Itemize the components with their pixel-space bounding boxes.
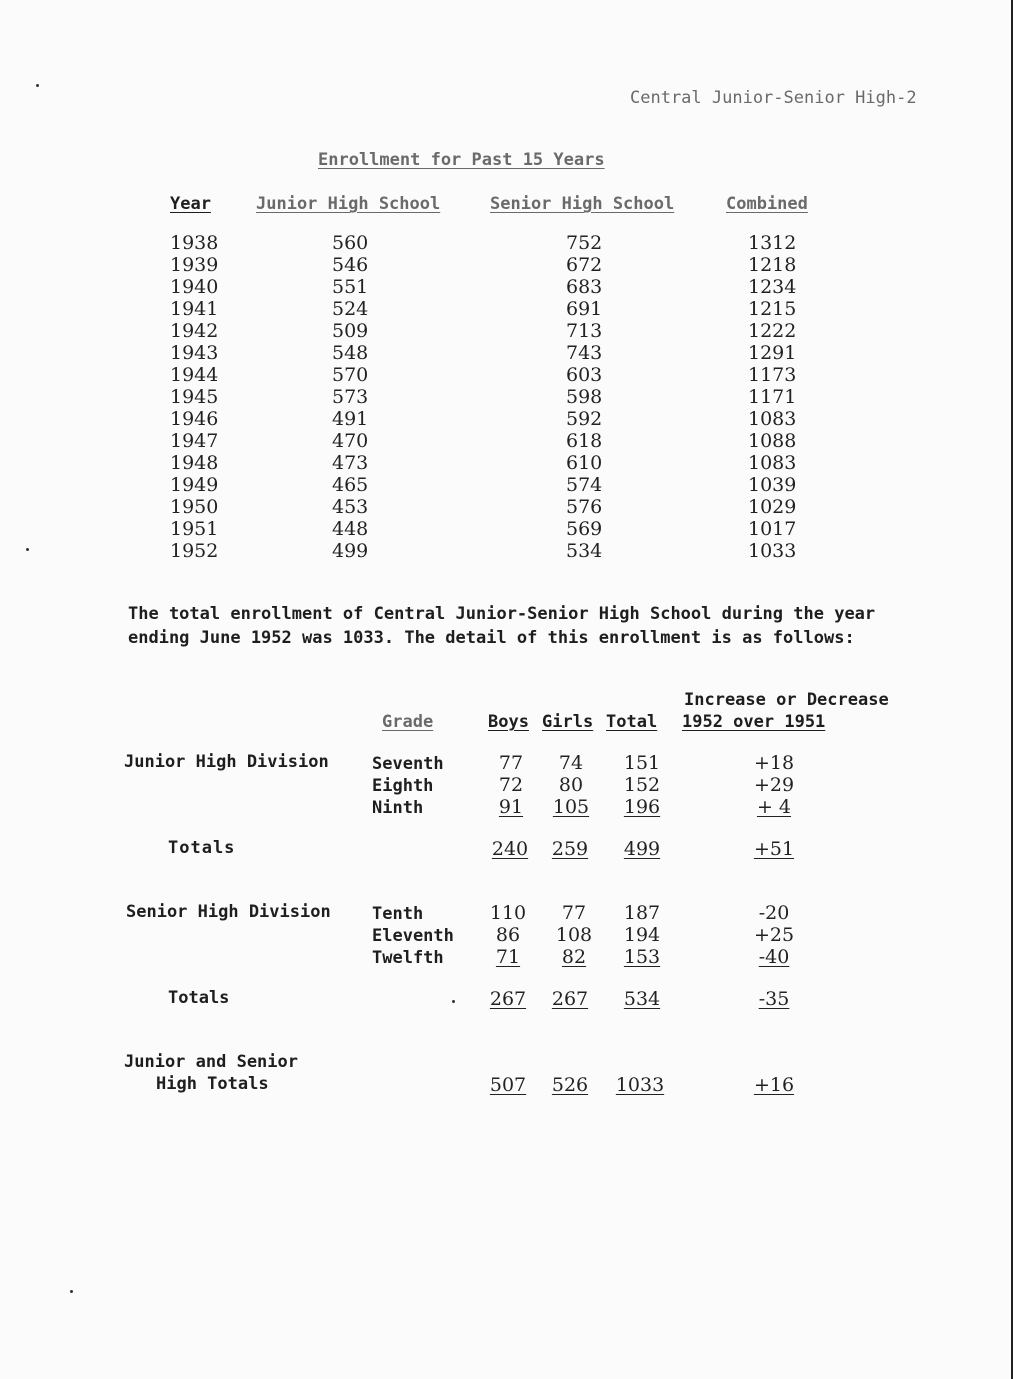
cell-combined: 1291 — [748, 342, 797, 364]
cell-combined: 1234 — [748, 276, 797, 298]
cell-combined: 1033 — [748, 540, 797, 562]
cell-junior: 453 — [332, 496, 369, 518]
cell-senior: 610 — [566, 452, 603, 474]
scan-speck — [26, 548, 29, 551]
junior-division-label: Junior High Division — [124, 752, 329, 772]
col-header-junior: Junior High School — [256, 194, 441, 214]
senior-totals-label: Totals — [168, 988, 230, 1008]
cell-combined: 1312 — [748, 232, 797, 254]
cell-year: 1945 — [170, 386, 219, 408]
cell-junior: 573 — [332, 386, 369, 408]
cell-change: +25 — [753, 924, 795, 946]
cell-senior: 743 — [566, 342, 603, 364]
cell-combined: 1173 — [748, 364, 797, 386]
cell-senior: 574 — [566, 474, 603, 496]
grade-label: Twelfth — [372, 948, 444, 968]
col-header-grade: Grade — [382, 712, 434, 732]
cell-year: 1948 — [170, 452, 219, 474]
grand-total-change: +16 — [753, 1074, 795, 1096]
summary-line-1: The total enrollment of Central Junior-Senior High School during the year — [128, 604, 876, 624]
cell-senior: 752 — [566, 232, 603, 254]
cell-senior: 672 — [566, 254, 603, 276]
cell-change: -40 — [758, 946, 790, 968]
scan-speck — [70, 1290, 73, 1293]
cell-total: 152 — [623, 774, 661, 796]
cell-combined: 1215 — [748, 298, 797, 320]
cell-girls: 80 — [558, 774, 584, 796]
cell-total: 194 — [623, 924, 661, 946]
cell-senior: 683 — [566, 276, 603, 298]
cell-girls: 82 — [561, 946, 587, 968]
grand-total-boys: 507 — [489, 1074, 527, 1096]
cell-senior: 569 — [566, 518, 603, 540]
cell-junior: 491 — [332, 408, 369, 430]
cell-junior: 570 — [332, 364, 369, 386]
col-header-combined: Combined — [726, 194, 808, 214]
grade-label: Ninth — [372, 798, 424, 818]
cell-junior: 499 — [332, 540, 369, 562]
cell-combined: 1039 — [748, 474, 797, 496]
cell-boys: 86 — [495, 924, 521, 946]
cell-junior: 465 — [332, 474, 369, 496]
cell-year: 1952 — [170, 540, 219, 562]
grade-label: Tenth — [372, 904, 424, 924]
change-header-line2: 1952 over 1951 — [682, 712, 826, 732]
running-header: Central Junior-Senior High-2 — [630, 88, 917, 108]
cell-girls: 77 — [561, 902, 587, 924]
junior-totals-label: Totals — [168, 838, 236, 858]
cell-combined: 1171 — [748, 386, 797, 408]
cell-junior: 509 — [332, 320, 369, 342]
cell-total: 187 — [623, 902, 661, 924]
cell-change: + 4 — [756, 796, 792, 818]
cell-year: 1947 — [170, 430, 219, 452]
scan-speck — [452, 1000, 455, 1003]
cell-girls: 108 — [555, 924, 593, 946]
cell-total: 196 — [623, 796, 661, 818]
cell-junior: 448 — [332, 518, 369, 540]
cell-junior: 560 — [332, 232, 369, 254]
cell-change: -20 — [758, 902, 790, 924]
cell-total: 153 — [623, 946, 661, 968]
col-header-girls: Girls — [542, 712, 594, 732]
cell-year: 1939 — [170, 254, 219, 276]
junior-total-girls: 259 — [551, 838, 589, 860]
cell-year: 1940 — [170, 276, 219, 298]
cell-junior: 473 — [332, 452, 369, 474]
cell-year: 1941 — [170, 298, 219, 320]
col-header-total: Total — [606, 712, 658, 732]
scan-speck — [36, 84, 39, 87]
cell-boys: 110 — [489, 902, 527, 924]
cell-boys: 72 — [498, 774, 524, 796]
col-header-boys: Boys — [488, 712, 529, 732]
cell-girls: 105 — [552, 796, 590, 818]
change-header-line1: Increase or Decrease — [684, 690, 889, 710]
cell-senior: 592 — [566, 408, 603, 430]
cell-change: +29 — [753, 774, 795, 796]
senior-total-girls: 267 — [551, 988, 589, 1010]
cell-combined: 1088 — [748, 430, 797, 452]
junior-total-change: +51 — [753, 838, 795, 860]
cell-combined: 1029 — [748, 496, 797, 518]
cell-combined: 1083 — [748, 408, 797, 430]
col-header-senior: Senior High School — [490, 194, 675, 214]
grand-total-total: 1033 — [615, 1074, 665, 1096]
cell-combined: 1017 — [748, 518, 797, 540]
cell-junior: 524 — [332, 298, 369, 320]
junior-total-boys: 240 — [491, 838, 529, 860]
cell-boys: 77 — [498, 752, 524, 774]
cell-junior: 551 — [332, 276, 369, 298]
summary-line-2: ending June 1952 was 1033. The detail of this enrollment is as follows: — [128, 628, 855, 648]
cell-senior: 713 — [566, 320, 603, 342]
cell-boys: 71 — [495, 946, 521, 968]
grade-label: Eighth — [372, 776, 434, 796]
cell-change: +18 — [753, 752, 795, 774]
senior-total-change: -35 — [758, 988, 790, 1010]
cell-junior: 548 — [332, 342, 369, 364]
cell-combined: 1222 — [748, 320, 797, 342]
grade-label: Seventh — [372, 754, 444, 774]
enrollment-title: Enrollment for Past 15 Years — [318, 150, 605, 170]
cell-year: 1950 — [170, 496, 219, 518]
cell-year: 1951 — [170, 518, 219, 540]
senior-total-total: 534 — [623, 988, 661, 1010]
cell-senior: 534 — [566, 540, 603, 562]
cell-senior: 603 — [566, 364, 603, 386]
cell-junior: 546 — [332, 254, 369, 276]
senior-total-boys: 267 — [489, 988, 527, 1010]
cell-year: 1946 — [170, 408, 219, 430]
senior-division-label: Senior High Division — [126, 902, 331, 922]
cell-year: 1944 — [170, 364, 219, 386]
cell-year: 1938 — [170, 232, 219, 254]
cell-junior: 470 — [332, 430, 369, 452]
cell-senior: 576 — [566, 496, 603, 518]
cell-senior: 598 — [566, 386, 603, 408]
cell-senior: 691 — [566, 298, 603, 320]
cell-year: 1942 — [170, 320, 219, 342]
col-header-year: Year — [170, 194, 211, 214]
cell-total: 151 — [623, 752, 661, 774]
cell-girls: 74 — [558, 752, 584, 774]
junior-total-total: 499 — [623, 838, 661, 860]
cell-senior: 618 — [566, 430, 603, 452]
cell-combined: 1083 — [748, 452, 797, 474]
grade-label: Eleventh — [372, 926, 454, 946]
cell-boys: 91 — [498, 796, 524, 818]
grand-label-line1: Junior and Senior — [124, 1052, 298, 1072]
cell-year: 1943 — [170, 342, 219, 364]
cell-combined: 1218 — [748, 254, 797, 276]
grand-total-girls: 526 — [551, 1074, 589, 1096]
grand-label-line2: High Totals — [156, 1074, 269, 1094]
cell-year: 1949 — [170, 474, 219, 496]
